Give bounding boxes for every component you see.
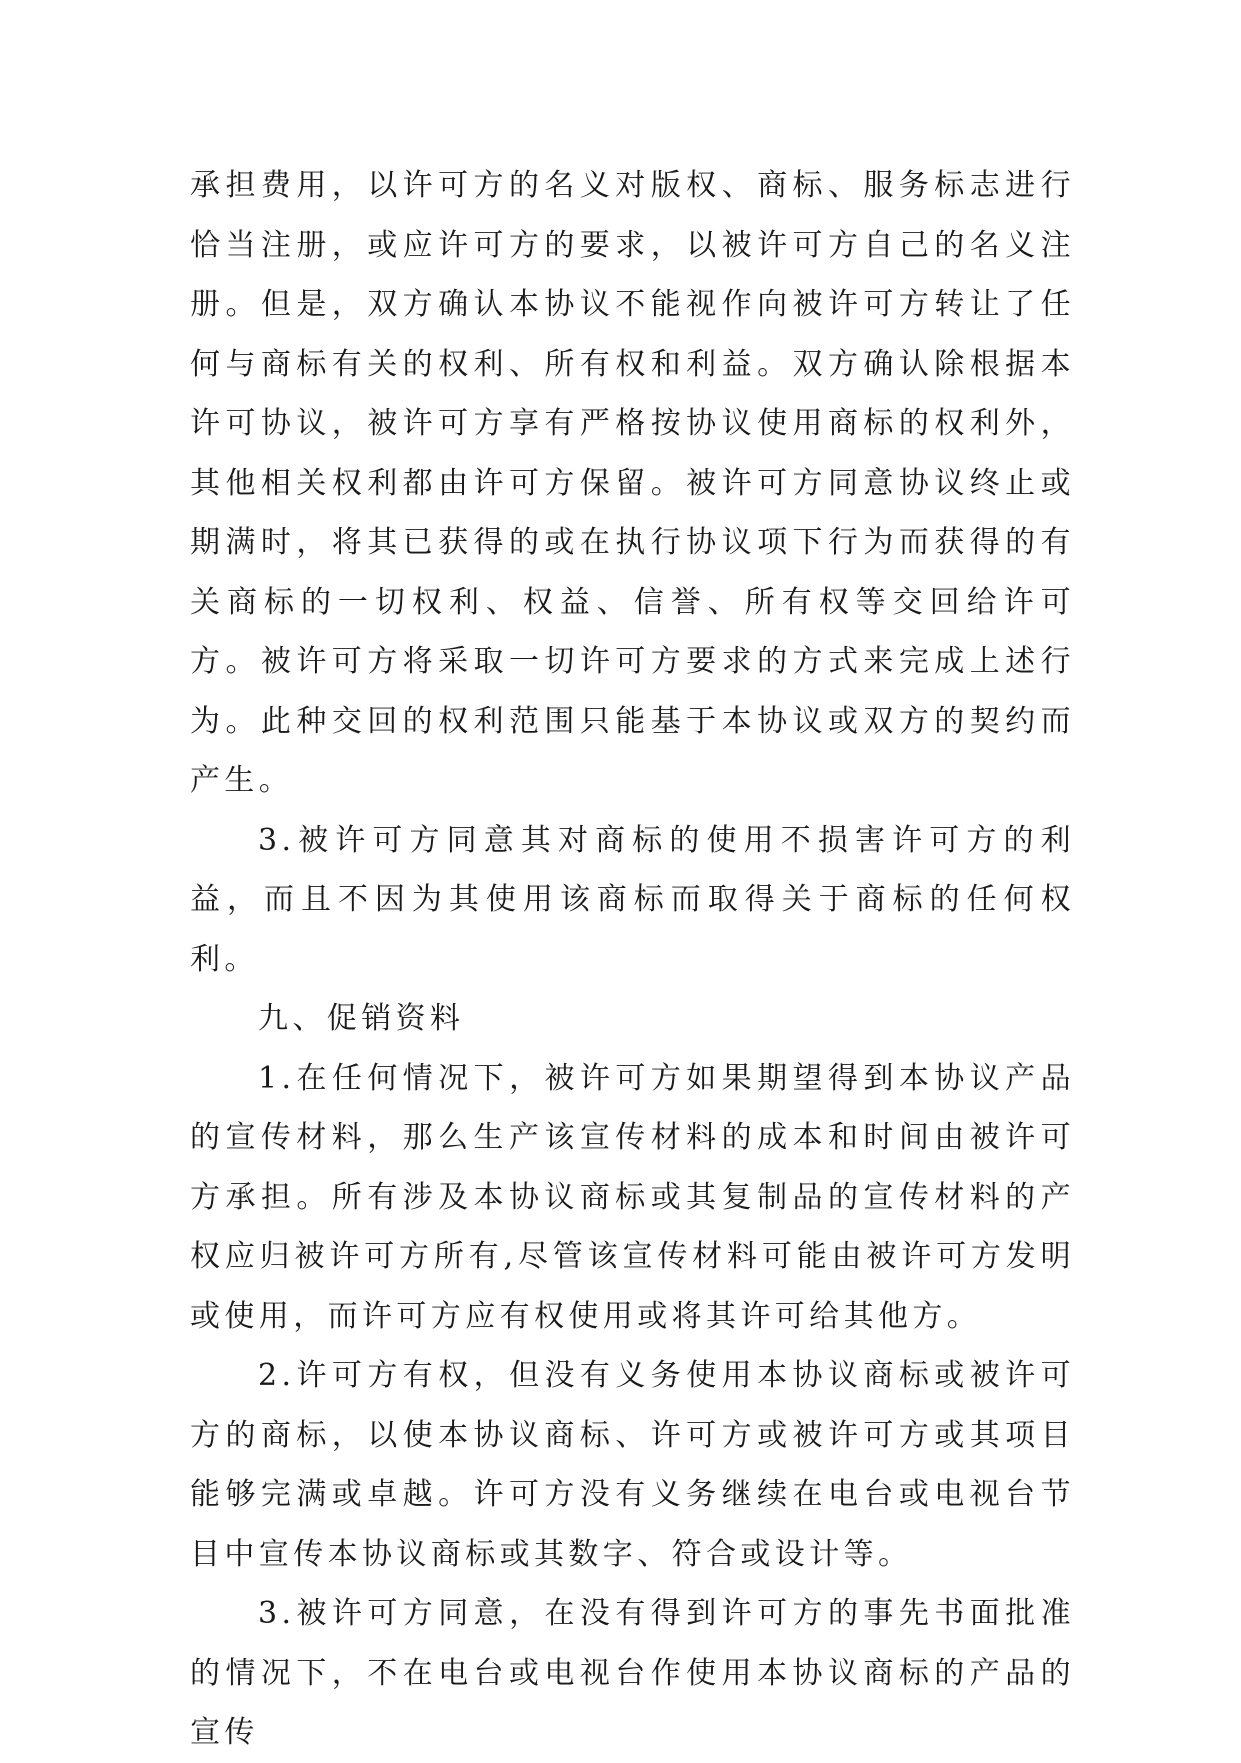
- paragraph-clause-8-3: 3.被许可方同意其对商标的使用不损害许可方的利益，而且不因为其使用该商标而取得关于商标的任何权利。: [190, 822, 1075, 977]
- paragraph-clause-9-1: 1.在任何情况下，被许可方如果期望得到本协议产品的宣传材料，那么生产该宣传材料的成本和时间由被许可方承担。所有涉及本协议商标或其复制品的宣传材料的产权应归被许可方所有,尽管该宣传材料可能由被许可方发明或使用，而许可方应有权使用或将其许可给其他方。: [190, 1060, 1075, 1334]
- document-body: [190, 156, 1075, 1763]
- paragraph-continuation: 承担费用，以许可方的名义对版权、商标、服务标志进行恰当注册，或应许可方的要求，以被许可方自己的名义注册。但是，双方确认本协议不能视作向被许可方转让了任何与商标有关的权利、所有权和利益。双方确认除根据本许可协议，被许可方享有严格按协议使用商标的权利外，其他相关权利都由许可方保留。被许可方同意协议终止或期满时，将其已获得的或在执行协议项下行为而获得的有关商标的一切权利、权益、信誉、所有权等交回给许可方。被许可方将采取一切许可方要求的方式来完成上述行为。此种交回的权利范围只能基于本协议或双方的契约而产生。: [190, 168, 1075, 798]
- section-heading-promotional-materials: 九、促销资料: [258, 1001, 465, 1036]
- paragraph-clause-9-2: 2.许可方有权，但没有义务使用本协议商标或被许可方的商标，以使本协议商标、许可方或被许可方或其项目能够完满或卓越。许可方没有义务继续在电台或电视台节目中宣传本协议商标或其数字、符合或设计等。: [190, 1358, 1075, 1572]
- paragraph-clause-9-3: 3.被许可方同意，在没有得到许可方的事先书面批准的情况下，不在电台或电视台作使用本协议商标的产品的宣传: [190, 1596, 1075, 1750]
